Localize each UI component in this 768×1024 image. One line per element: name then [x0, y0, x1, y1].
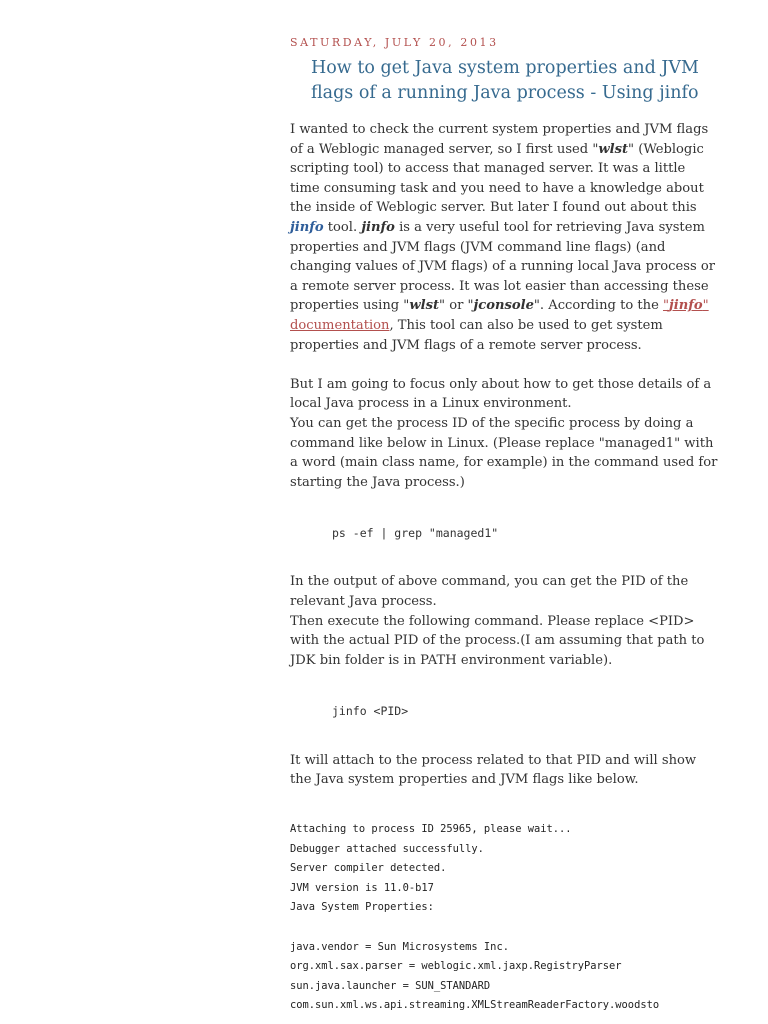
post-title[interactable]: How to get Java system properties and JVM flags of a running Java process - Using jinfo: [311, 58, 699, 103]
command-jinfo: jinfo <PID>: [332, 704, 409, 719]
output-line: Attaching to process ID 25965, please wait...: [290, 823, 572, 835]
output-line: Debugger attached successfully.: [290, 842, 484, 855]
paragraph-focus: But I am going to focus only about how to get those details of a local Java process in a Linux environment.: [290, 376, 712, 412]
output-line: Server compiler detected.: [290, 862, 447, 875]
paragraph-intro: I wanted to check the current system properties and JVM flags of a Weblogic managed server, so I first used "wlst" (Weblogic scripting tool) to access that managed server. It was a little time consuming task and you need to have a knowledge about the inside of Weblogic server. But later I found out about this jinfo tool. jinfo is a very useful tool for retrieving Java system properties and JVM flags (JVM command line flags) (and changing values of JVM flags) of a running local Java process or a remote server process. It was lot easier than accessing these properties using "wlst" or "jconsole". According to the "jinfo" documentation, This tool can also be used to get system properties and JVM flags of a remote server process.: [290, 122, 715, 353]
paragraph-attach: It will attach to the process related to that PID and will show the Java system properties and JVM flags like below.: [290, 752, 697, 788]
jinfo-link[interactable]: jinfo: [290, 219, 324, 235]
output-line: sun.java.launcher = SUN_STANDARD: [290, 979, 491, 992]
wlst-term-2: wlst: [409, 298, 440, 314]
paragraph-execute: Then execute the following command. Please replace <PID> with the actual PID of the process.(I am assuming that path to JDK bin folder is in PATH environment variable).: [290, 613, 705, 668]
output-line: Java System Properties:: [290, 901, 434, 914]
jconsole-term: jconsole: [473, 298, 534, 314]
jinfo-documentation-link[interactable]: "jinfo" documentation: [290, 298, 709, 333]
output-line: [290, 918, 720, 938]
jinfo-output-block: [290, 820, 720, 1016]
post-body: [290, 120, 718, 790]
output-line: com.sun.xml.ws.api.streaming.XMLStreamReaderFactory.woodsto: [290, 999, 660, 1012]
jinfo-term: jinfo: [361, 219, 395, 235]
output-line: org.xml.sax.parser = weblogic.xml.jaxp.RegistryParser: [290, 960, 622, 973]
paragraph-output-pid: In the output of above command, you can get the PID of the relevant Java process.: [290, 574, 689, 610]
command-ps-grep: ps -ef | grep "managed1": [332, 525, 499, 540]
wlst-term: wlst: [598, 141, 629, 157]
output-line: JVM version is 11.0-b17: [290, 881, 434, 894]
post-date: SATURDAY, JULY 20, 2013: [290, 36, 499, 49]
output-line: java.vendor = Sun Microsystems Inc.: [290, 940, 509, 953]
paragraph-process-id: You can get the process ID of the specific process by doing a command like below in Linux. (Please replace "managed1" with a word (main class name, for example) in the command used for starting the Java process.): [290, 415, 718, 490]
